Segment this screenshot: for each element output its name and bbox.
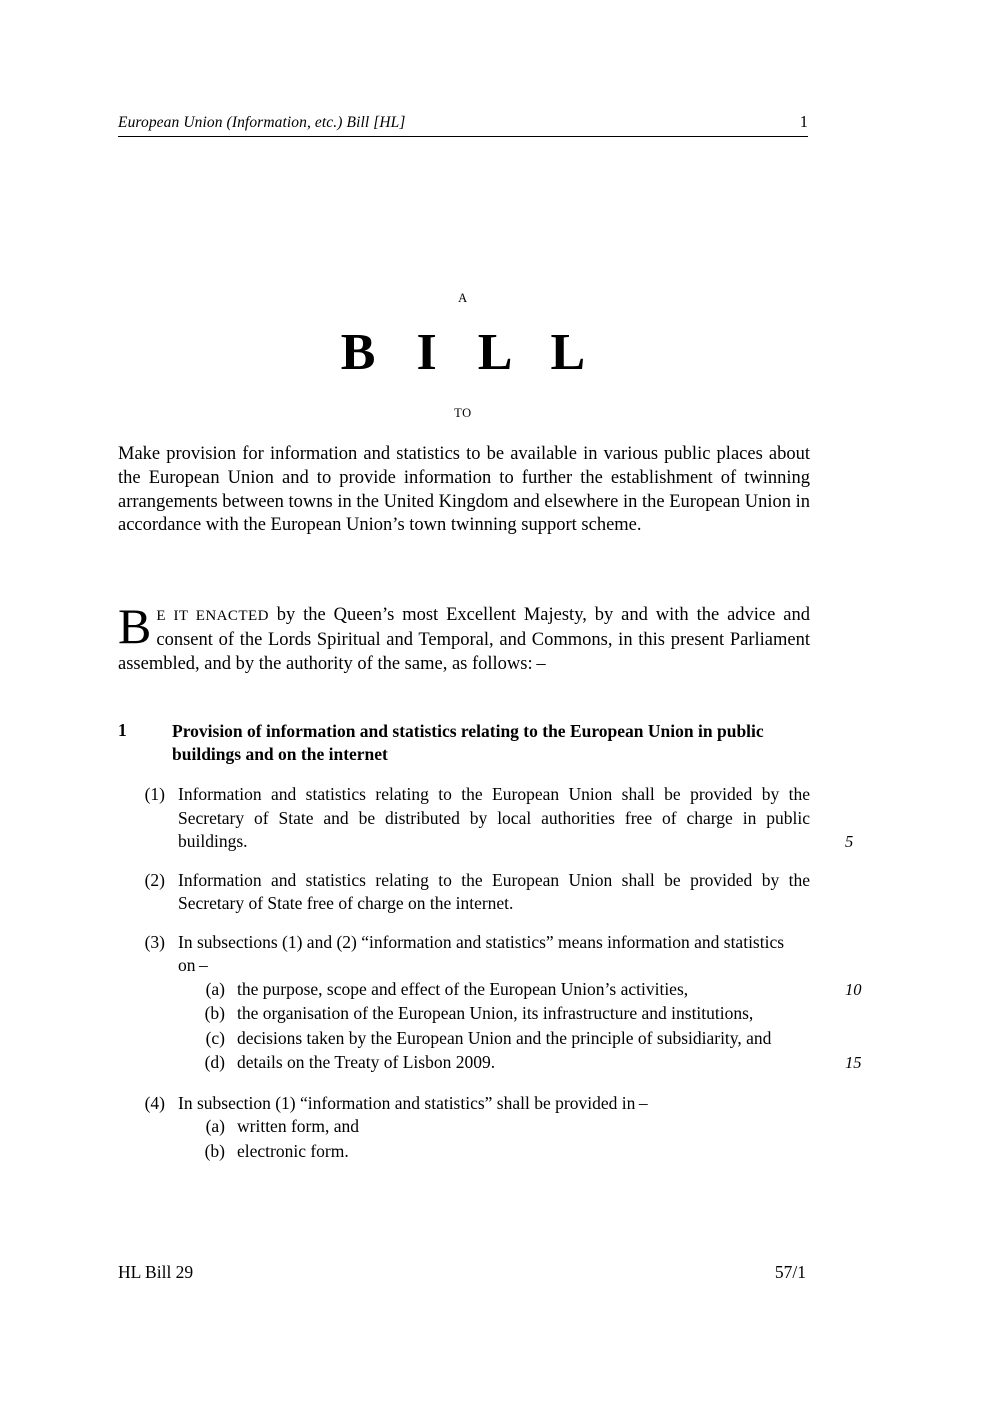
paragraph — [0, 1002, 991, 1026]
line-number-marker: 15 — [845, 1053, 862, 1072]
page-footer — [118, 1262, 808, 1283]
subsection — [0, 931, 991, 1075]
paragraph-list — [0, 1115, 991, 1163]
paragraph-list — [0, 978, 991, 1075]
subsection-marker: (2) — [144, 869, 165, 890]
subsection-marker: (3) — [144, 931, 165, 952]
paragraph — [0, 1027, 991, 1051]
subsection — [0, 783, 991, 854]
paragraph-text: decisions taken by the European Union and the principle of subsidiarity, and — [237, 1027, 772, 1048]
header-bill-title: European Union (Information, etc.) Bill [HL] — [118, 114, 406, 131]
paragraph-marker: (a) — [205, 978, 225, 999]
paragraph-marker: (c) — [205, 1027, 225, 1048]
paragraph-marker: (b) — [204, 1003, 225, 1023]
subsection-text: Information and statistics relating to the European Union shall be provided by the Secretary of State free of charge on the internet. — [178, 869, 810, 913]
subsection-marker: (1) — [144, 784, 165, 804]
clause-number: 1 — [118, 720, 127, 740]
subsection-marker: (4) — [144, 1092, 165, 1113]
header-page-number: 1 — [799, 112, 808, 131]
paragraph-text: details on the Treaty of Lisbon 2009. — [237, 1052, 496, 1072]
subsection — [0, 1092, 991, 1164]
title-preposition: TO — [454, 405, 472, 420]
bill-body — [0, 720, 991, 1178]
paragraph-text: electronic form. — [237, 1140, 349, 1161]
paragraph-text: the organisation of the European Union, its infrastructure and institutions, — [237, 1003, 754, 1023]
clause-title: Provision of information and statistics relating to the European Union in public buildings and on the internet — [172, 721, 764, 764]
page-header — [118, 112, 808, 132]
line-number-marker: 5 — [845, 832, 854, 851]
enacting-text: by the Queen’s most Excellent Majesty, by and with the advice and consent of the Lords Spiritual and Temporal, and Commons, in this present Parliament assembled, and by the authority of the same, as follows: – — [118, 605, 810, 674]
subsection — [0, 869, 991, 916]
paragraph-marker: (d) — [204, 1052, 225, 1072]
paragraph-marker: (a) — [205, 1116, 225, 1136]
clause-heading — [0, 720, 991, 765]
subsection-text: In subsections (1) and (2) “information and statistics” means information and statistics on – — [178, 931, 785, 975]
paragraph — [0, 1115, 991, 1139]
paragraph-text: the purpose, scope and effect of the European Union’s activities, — [237, 978, 689, 999]
subsection-text: In subsection (1) “information and statistics” shall be provided in – — [178, 1092, 648, 1113]
long-title: Make provision for information and statistics to be available in various public places about the European Union and to provide information to further the establishment of twinning arrangements between towns in the United Kingdom and elsewhere in the European Union in accordance with the European Union’s town twinning support scheme. — [118, 444, 811, 536]
line-number-marker: 10 — [845, 979, 862, 999]
paragraph-marker: (b) — [204, 1140, 225, 1161]
title-bill-word: B I L L — [340, 323, 600, 381]
footer-print-reference: 57/1 — [774, 1262, 806, 1282]
enacting-dropcap: B — [118, 598, 152, 654]
header-rule — [118, 136, 808, 137]
footer-bill-reference: HL Bill 29 — [118, 1262, 194, 1282]
title-article: A — [458, 291, 468, 305]
bill-title-block — [118, 292, 808, 419]
paragraph — [0, 1051, 991, 1075]
subsection-text: Information and statistics relating to the European Union shall be provided by the Secretary of State and be distributed by local authorities free of charge in public buildings. — [178, 784, 810, 851]
paragraph — [0, 1140, 991, 1164]
enacting-formula — [118, 598, 810, 676]
paragraph-text: written form, and — [237, 1116, 359, 1136]
paragraph — [0, 978, 991, 1002]
enacting-smallcaps: E IT ENACTED — [156, 608, 269, 624]
